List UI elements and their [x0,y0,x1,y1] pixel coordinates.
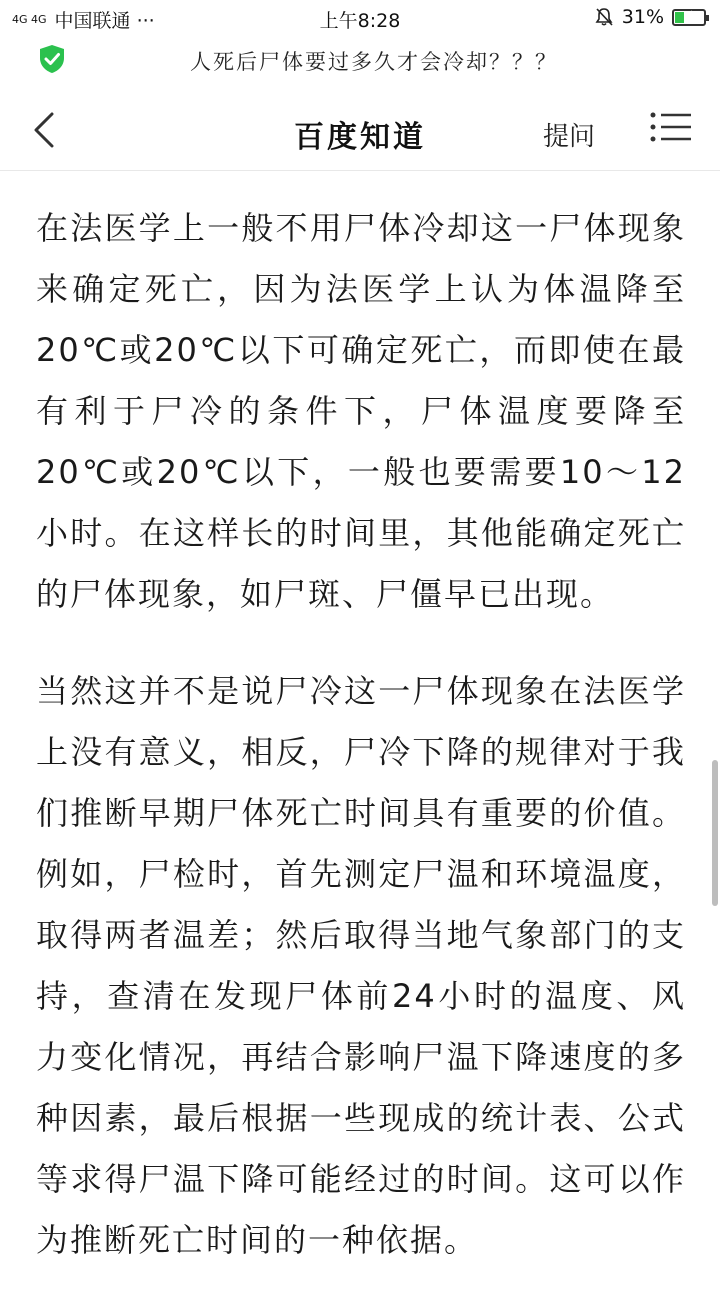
ask-button[interactable]: 提问 [543,122,596,152]
answer-content [36,198,686,1307]
top-nav [0,96,720,171]
battery-icon [672,9,706,26]
battery-percent: 31% [621,6,664,28]
answer-paragraph: 当然这并不是说尸冷这一尸体现象在法医学上没有意义，相反，尸冷下降的规律对于我们推断早期尸体死亡时间具有重要的价值。例如，尸检时，首先测定尸温和环境温度，取得两者温差；然后取得当地气象部门的支持，查清在发现尸体前24小时的温度、风力变化情况，再结合影响尸温下降速度的多种因素，最后根据一些现成的统计表、公式等求得尸温下降可能经过的时间。这可以作为推断死亡时间的一种依据。 [36,672,686,1259]
battery-fill [675,12,684,23]
bell-muted-icon [594,7,614,27]
url-bar[interactable] [0,40,720,84]
answer-paragraph: 在法医学上一般不用尸体冷却这一尸体现象来确定死亡，因为法医学上认为体温降至20℃或20℃以下可确定死亡，而即使在最有利于尸冷的条件下，尸体温度要降至20℃或20℃以下，一般也要需要10～12小时。在这样长的时间里，其他能确定死亡的尸体现象，如尸斑、尸僵早已出现。 [36,209,686,613]
status-time: 上午8:28 [319,10,401,32]
page-title: 人死后尸体要过多久才会冷却？？？ [190,50,558,74]
site-title: 百度知道 [294,120,426,155]
status-bar [0,0,720,36]
status-right [594,6,706,28]
carrier-name: 中国联通 ··· [54,10,155,32]
network-indicator: 4G 4G [12,13,47,26]
charging-icon: ⚡ [684,8,694,24]
menu-icon[interactable] [650,112,692,142]
shield-check-icon [38,44,66,74]
scrollbar[interactable] [712,760,718,906]
